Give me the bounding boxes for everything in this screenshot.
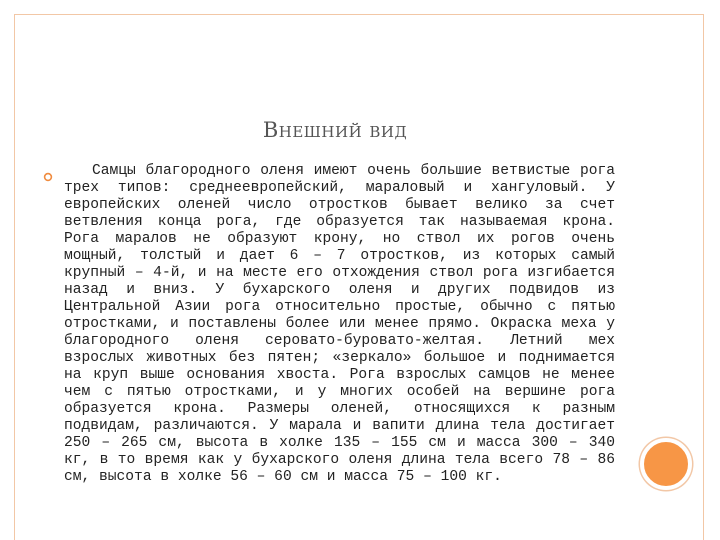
decorative-circle	[640, 438, 692, 490]
circle-bullet-icon	[43, 172, 53, 182]
body-paragraph: Самцы благородного оленя имеют очень большие ветвистые рога трех типов: среднеевропейский, мараловый и хангуловый. У европейских оленей число отростков бывает велико за счет ветвления конца рога, где образуется так называемая крона. Рога маралов не образуют крону, но ствол их рогов очень мощный, толстый и дает 6 – 7 отростков, из которых самый крупный – 4-й, и на месте его отхождения ствол рога изгибается назад и вниз. У бухарского оленя и других подвидов из Центральной Азии рога относительно простые, обычно с пятью отростками, и поставлены более или менее прямо. Окраска меха у благородного оленя серовато-буровато-желтая. Летний мех взрослых животных без пятен; «зеркало» большое и поднимается на круп выше основания хвоста. Рога взрослых самцов не менее чем с пятью отростками, и у многих особей на вершине рога образуется крона. Размеры оленей, относящихся к разным подвидам, различаются. У марала и вапити длина тела достигает 250 – 265 см, высота в холке 135 – 155 см и масса 300 – 340 кг, в то время как у бухарского оленя длина тела всего 78 – 86 см, высота в холке 56 – 60 см и масса 75 – 100 кг.	[64, 163, 615, 485]
slide-title: Внешний вид	[262, 118, 408, 142]
